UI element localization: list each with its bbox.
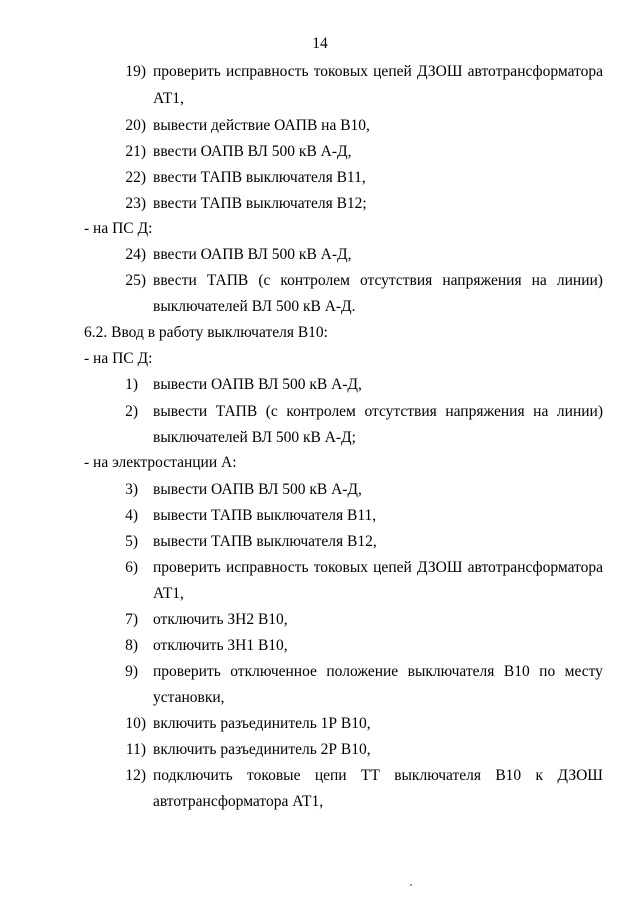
item-number: 5) xyxy=(125,533,138,550)
item-number: 12) xyxy=(125,767,146,784)
section-title: 6.2. Ввод в работу выключателя В10: xyxy=(84,324,328,341)
item-text: вывести ТАПВ выключателя В12, xyxy=(153,533,377,550)
item-text-continuation: установки, xyxy=(153,689,225,706)
item-number: 19) xyxy=(125,63,146,80)
item-text: включить разъединитель 2Р В10, xyxy=(153,741,371,758)
item-text: вывести действие ОАПВ на В10, xyxy=(153,117,370,134)
item-text: ввести ТАПВ выключателя В12; xyxy=(153,195,367,212)
subheading-ps-d: - на ПС Д: xyxy=(84,350,153,367)
item-text: подключить токовые цепи ТТ выключателя В10 к ДЗОШ xyxy=(153,767,603,784)
item-text-continuation: АТ1, xyxy=(153,90,184,107)
item-number: 3) xyxy=(125,481,138,498)
item-text: включить разъединитель 1Р В10, xyxy=(153,715,371,732)
item-number: 24) xyxy=(125,246,146,263)
subheading-ps-d: - на ПС Д: xyxy=(84,220,153,237)
item-number: 20) xyxy=(125,117,146,134)
item-number: 21) xyxy=(125,143,146,160)
item-text-continuation: выключателей ВЛ 500 кВ А-Д; xyxy=(153,429,356,446)
item-text: проверить отключенное положение выключателя В10 по месту xyxy=(153,663,603,680)
item-text-continuation: АТ1, xyxy=(153,585,184,602)
item-text: проверить исправность токовых цепей ДЗОШ автотрансформатора xyxy=(153,63,603,80)
item-text-continuation: выключателей ВЛ 500 кВ А-Д. xyxy=(153,298,356,315)
item-number: 25) xyxy=(125,272,146,289)
item-number: 10) xyxy=(125,715,146,732)
item-number: 1) xyxy=(125,376,138,393)
item-text-continuation: автотрансформатора АТ1, xyxy=(153,793,324,810)
item-text: проверить исправность токовых цепей ДЗОШ автотрансформатора xyxy=(153,559,603,576)
item-number: 8) xyxy=(125,637,138,654)
item-number: 22) xyxy=(125,169,146,186)
item-number: 23) xyxy=(125,195,146,212)
item-number: 9) xyxy=(125,663,138,680)
item-number: 7) xyxy=(125,611,138,628)
item-number: 6) xyxy=(125,559,138,576)
scan-speck xyxy=(410,884,412,886)
item-text: вывести ТАПВ выключателя В11, xyxy=(153,507,377,524)
item-text: ввести ТАПВ (с контролем отсутствия напряжения на линии) xyxy=(153,272,603,289)
item-text: отключить ЗН1 В10, xyxy=(153,637,288,654)
item-number: 2) xyxy=(125,403,138,420)
subheading-station-a: - на электростанции А: xyxy=(84,454,237,471)
item-text: отключить ЗН2 В10, xyxy=(153,611,288,628)
item-text: вывести ОАПВ ВЛ 500 кВ А-Д, xyxy=(153,481,362,498)
item-text: вывести ОАПВ ВЛ 500 кВ А-Д, xyxy=(153,376,362,393)
item-text: вывести ТАПВ (с контролем отсутствия напряжения на линии) xyxy=(153,403,603,420)
item-number: 4) xyxy=(125,507,138,524)
item-number: 11) xyxy=(125,741,146,758)
page-number: 14 xyxy=(312,35,328,52)
item-text: ввести ОАПВ ВЛ 500 кВ А-Д, xyxy=(153,143,352,160)
item-text: ввести ТАПВ выключателя В11, xyxy=(153,169,366,186)
item-text: ввести ОАПВ ВЛ 500 кВ А-Д, xyxy=(153,246,352,263)
